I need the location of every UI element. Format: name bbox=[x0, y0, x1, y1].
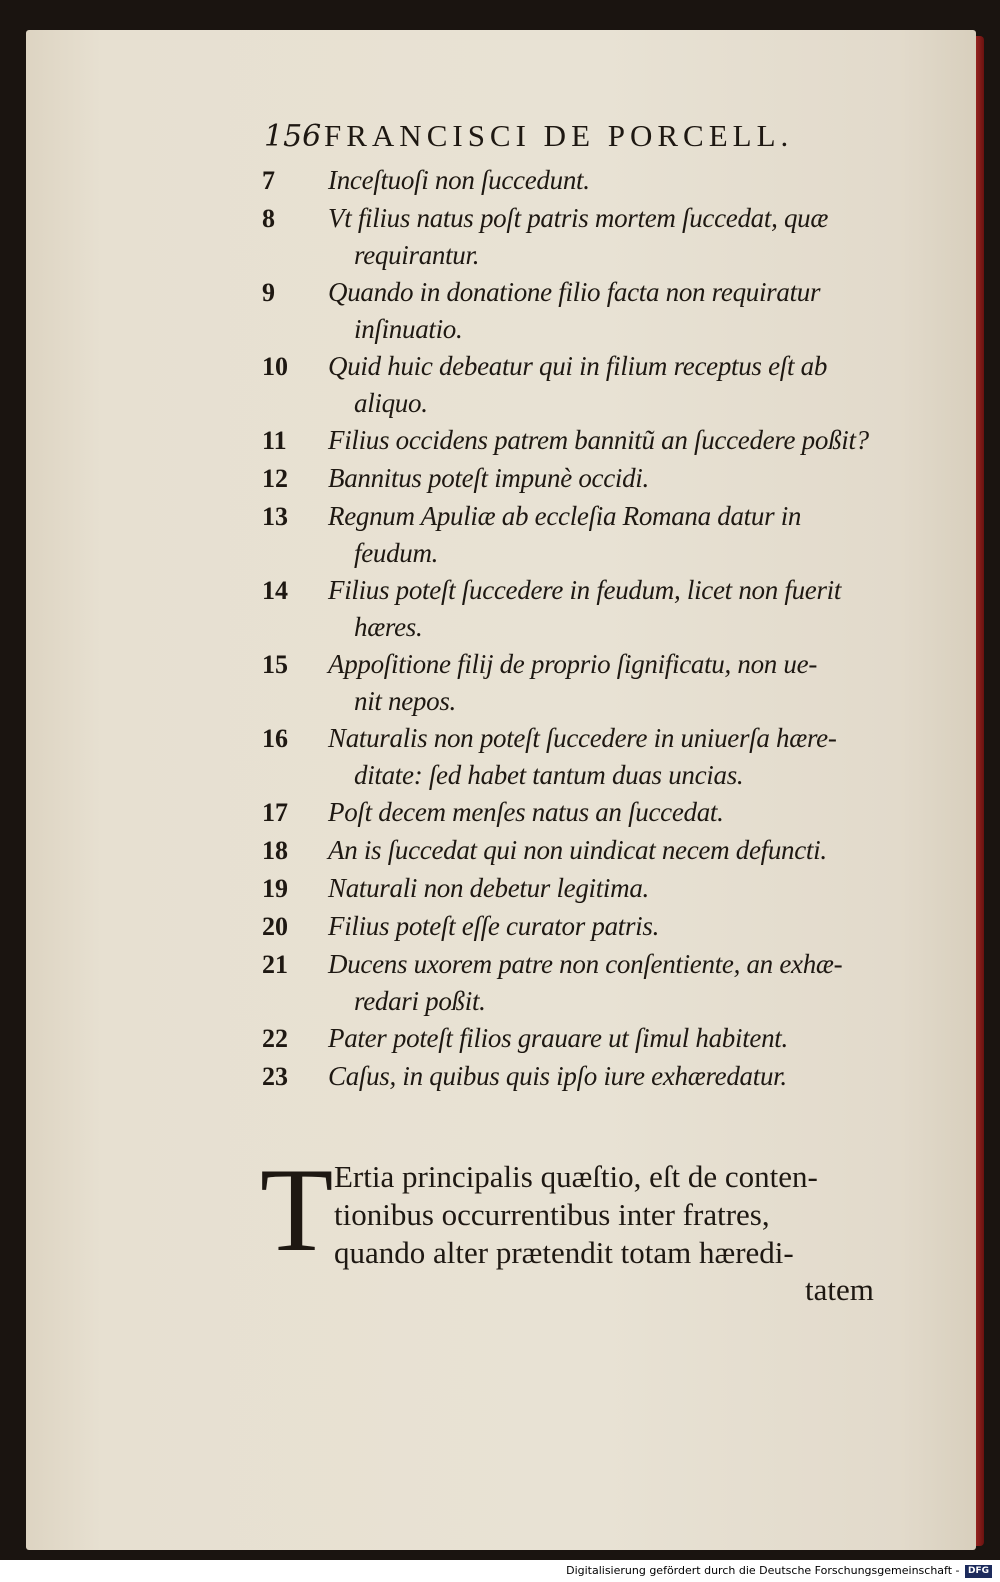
entry-line: Vt filius natus poſt patris mortem ſuccedat, quæ bbox=[328, 203, 829, 233]
entry-line: Poſt decem menſes natus an ſuccedat. bbox=[328, 797, 724, 827]
entry-line: ditate: ſed habet tantum duas uncias. bbox=[354, 760, 744, 790]
entry-number: 20 bbox=[262, 912, 288, 941]
entry-line: inſinuatio. bbox=[354, 314, 463, 344]
entry-text bbox=[328, 1058, 922, 1095]
entry-number: 23 bbox=[262, 1062, 288, 1091]
summary-entry bbox=[262, 572, 922, 646]
entry-text bbox=[328, 870, 922, 907]
entry-line: Quid huic debeatur qui in filium receptus eſt ab bbox=[328, 351, 828, 381]
summary-entry bbox=[262, 646, 922, 720]
entry-text bbox=[328, 274, 922, 348]
entry-text bbox=[328, 200, 922, 274]
summary-entry bbox=[262, 162, 922, 200]
summary-entry bbox=[262, 200, 922, 274]
entry-line: Pater poteſt filios grauare ut ſimul habitent. bbox=[328, 1023, 788, 1053]
entry-line: Naturalis non poteſt ſuccedere in uniuerſa hære- bbox=[328, 723, 837, 753]
running-title: FRANCISCI DE PORCELL. bbox=[324, 118, 794, 153]
summary-entry bbox=[262, 498, 922, 572]
entry-number: 14 bbox=[262, 576, 288, 605]
entry-number: 8 bbox=[262, 204, 275, 233]
entry-text bbox=[328, 498, 922, 572]
body-line: quando alter prætendit totam hæredi- bbox=[334, 1235, 794, 1270]
body-line: Ertia principalis quæſtio, eſt de conten- bbox=[334, 1159, 818, 1194]
summary-entry bbox=[262, 274, 922, 348]
summary-entry bbox=[262, 348, 922, 422]
summary-entry bbox=[262, 870, 922, 908]
entry-text bbox=[328, 1020, 922, 1057]
entry-text bbox=[328, 422, 922, 459]
summary-entry bbox=[262, 908, 922, 946]
entry-line: nit nepos. bbox=[354, 686, 456, 716]
entry-line: feudum. bbox=[354, 538, 439, 568]
entry-number: 16 bbox=[262, 724, 288, 753]
entry-line: Filius poteſt eſſe curator patris. bbox=[328, 911, 660, 941]
entry-line: redari poßit. bbox=[354, 986, 486, 1016]
entry-line: aliquo. bbox=[354, 388, 428, 418]
entry-text bbox=[328, 162, 922, 199]
entry-line: Inceſtuoſi non ſuccedunt. bbox=[328, 165, 590, 195]
entry-number: 22 bbox=[262, 1024, 288, 1053]
entry-number: 12 bbox=[262, 464, 288, 493]
paragraph bbox=[260, 1143, 900, 1276]
entry-number: 7 bbox=[262, 166, 275, 195]
entry-text bbox=[328, 946, 922, 1020]
entry-line: Filius occidens patrem bannitũ an ſuccedere poßit? bbox=[328, 425, 869, 455]
entry-text bbox=[328, 348, 922, 422]
entry-number: 10 bbox=[262, 352, 288, 381]
entry-line: requirantur. bbox=[354, 240, 480, 270]
page-number: 156 bbox=[264, 119, 322, 154]
summary-entry bbox=[262, 832, 922, 870]
summary-entry bbox=[262, 794, 922, 832]
summary-entry bbox=[262, 422, 922, 460]
summary-list bbox=[262, 162, 922, 1096]
summary-entry bbox=[262, 720, 922, 794]
entry-text bbox=[328, 720, 922, 794]
entry-line: hæres. bbox=[354, 612, 423, 642]
entry-number: 21 bbox=[262, 950, 288, 979]
summary-entry bbox=[262, 460, 922, 498]
catchword: tatem bbox=[805, 1272, 874, 1307]
entry-number: 13 bbox=[262, 502, 288, 531]
summary-entry bbox=[262, 1020, 922, 1058]
entry-number: 9 bbox=[262, 278, 275, 307]
footer-credit: Digitalisierung gefördert durch die Deutsche Forschungsgemeinschaft - bbox=[566, 1564, 960, 1577]
entry-number: 18 bbox=[262, 836, 288, 865]
entry-number: 17 bbox=[262, 798, 288, 827]
entry-line: Regnum Apuliæ ab eccleſia Romana datur in bbox=[328, 501, 802, 531]
entry-line: Naturali non debetur legitima. bbox=[328, 873, 649, 903]
entry-number: 15 bbox=[262, 650, 288, 679]
body-text bbox=[260, 1143, 900, 1276]
entry-line: Filius poteſt ſuccedere in feudum, licet non fuerit bbox=[328, 575, 842, 605]
entry-text bbox=[328, 646, 922, 720]
entry-line: Bannitus poteſt impunè occidi. bbox=[328, 463, 649, 493]
entry-line: Caſus, in quibus quis ipſo iure exhæredatur. bbox=[328, 1061, 787, 1091]
entry-text bbox=[328, 460, 922, 497]
digitization-footer bbox=[0, 1560, 1000, 1582]
summary-entry bbox=[262, 946, 922, 1020]
entry-text bbox=[328, 794, 922, 831]
entry-text bbox=[328, 908, 922, 945]
entry-text bbox=[328, 572, 922, 646]
drop-cap: T bbox=[260, 1143, 334, 1276]
entry-text bbox=[328, 832, 922, 869]
entry-number: 11 bbox=[262, 426, 287, 455]
entry-number: 19 bbox=[262, 874, 288, 903]
entry-line: Appoſitione filij de proprio ſignificatu, non ue- bbox=[328, 649, 818, 679]
body-line: tionibus occurrentibus inter fratres, bbox=[334, 1197, 770, 1232]
summary-entry bbox=[262, 1058, 922, 1096]
dfg-logo-icon: DFG bbox=[965, 1565, 992, 1578]
entry-line: An is ſuccedat qui non uindicat necem defuncti. bbox=[328, 835, 827, 865]
entry-line: Quando in donatione filio facta non requiratur bbox=[328, 277, 821, 307]
page-header bbox=[264, 118, 884, 164]
entry-line: Ducens uxorem patre non conſentiente, an exhæ- bbox=[328, 949, 843, 979]
